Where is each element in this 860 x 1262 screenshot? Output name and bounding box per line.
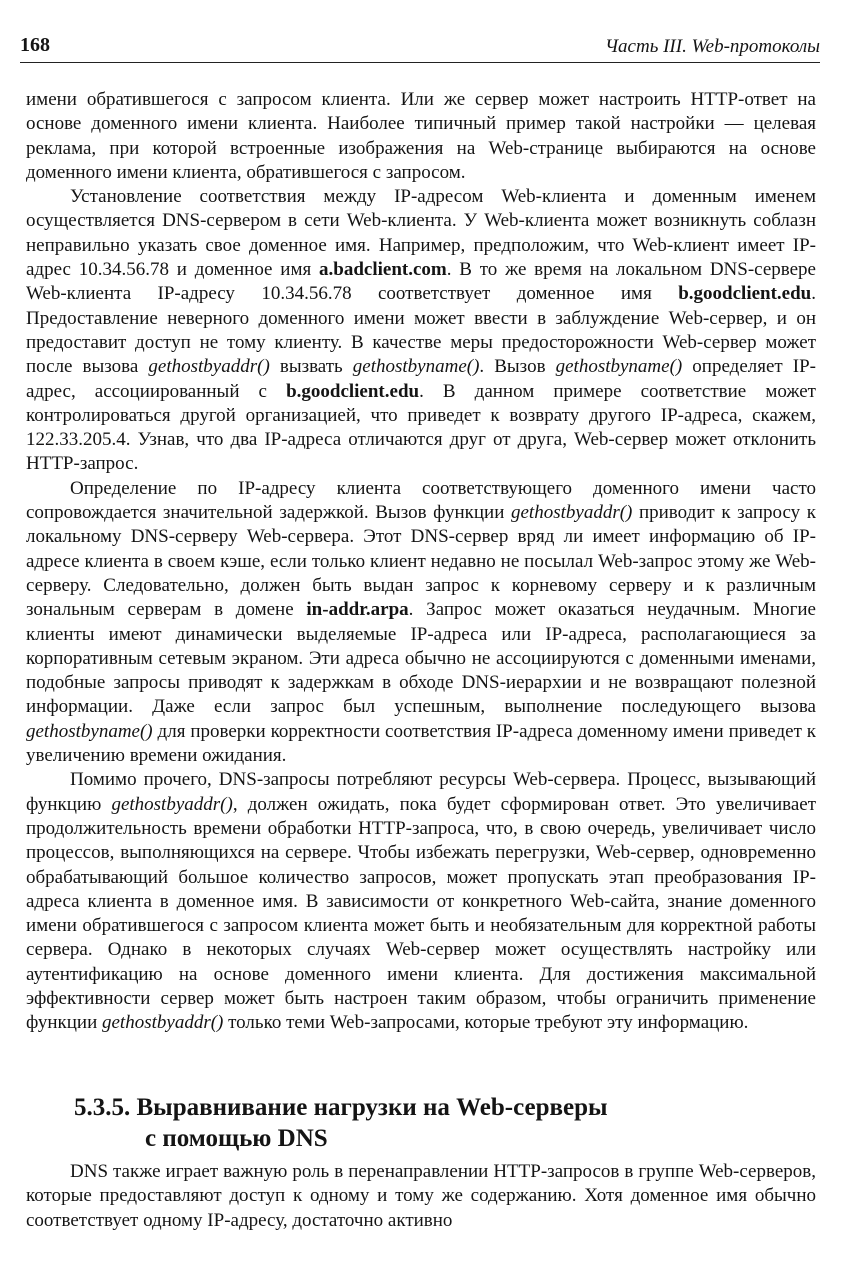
text-run: . Запрос может оказаться неудачным. Многие клиенты имеют динамически выделяемые IP-адреса или IP-адреса, располагающиеся за корпоративным сетевым экраном. Эти адреса обычно не ассоциируются с доменными именами, подобные запросы приводят к задержкам в обходе DNS-иерархии и не возвращают полезной информации. Даже если запрос был успешным, выполнение последующего вызова bbox=[26, 599, 816, 718]
paragraph bbox=[26, 1160, 816, 1233]
text-run: Определение по IP-адресу клиента соответствующего доменного имени часто сопровождается значительной задержкой. Вызов функции bbox=[26, 477, 816, 524]
function-name: gethostbyname() bbox=[555, 356, 683, 378]
body-text bbox=[26, 88, 816, 1036]
function-name: gethostbyaddr() bbox=[111, 793, 233, 815]
section-title-line2: с помощью DNS bbox=[145, 1125, 328, 1152]
text-run: DNS также играет важную роль в перенаправлении HTTP-запросов в группе Web-серверов, которые предоставляют доступ к одному и тому же содержанию. Хотя доменное имя обычно соответствует одному IP-адресу, достаточно активно bbox=[26, 1161, 816, 1231]
function-name: gethostbyaddr() bbox=[102, 1012, 224, 1034]
header-rule bbox=[20, 62, 820, 63]
paragraph bbox=[26, 477, 816, 769]
paragraph bbox=[26, 185, 816, 477]
function-name: gethostbyaddr() bbox=[511, 502, 633, 524]
text-run: Установление соответствия между IP-адресом Web-клиента и доменным именем осуществляется DNS-сервером в сети Web-клиента. У Web-клиента может возникнуть соблазн неправильно указать свое доменное имя. Например, предположим, что Web-клиент имеет IP-адрес 10.34.56.78 и доменное имя bbox=[26, 186, 816, 281]
bold-term: in-addr.arpa bbox=[306, 599, 409, 621]
function-name: gethostbyname() bbox=[26, 720, 153, 742]
section-heading bbox=[74, 1092, 714, 1154]
function-name: gethostbyaddr() bbox=[148, 356, 270, 378]
page-header bbox=[20, 34, 820, 60]
section-title-line1: Выравнивание нагрузки на Web-серверы bbox=[136, 1094, 608, 1121]
text-run: только теми Web-запросами, которые требуют эту информацию. bbox=[223, 1012, 749, 1034]
text-run: для проверки корректности соответствия IP-адреса доменному имени приведет к увеличению времени ожидания. bbox=[26, 720, 816, 767]
text-run: . Предоставление неверного доменного имени может ввести в заблуждение Web-сервер, и он предоставит доступ не тому клиенту. В качестве меры предосторожности Web-сервер может после вызова bbox=[26, 283, 816, 378]
text-run: определяет IP-адрес, ассоциированный с bbox=[26, 356, 816, 402]
text-run: , должен ожидать, пока будет сформирован ответ. Это увеличивает продолжительность времени обработки HTTP-запроса, что, в свою очередь, увеличивает число процессов, выполняющихся на сервере. Чтобы избежать перегрузки, Web-сервер, одновременно обрабатывающий большое количество запросов, может пропускать этап преобразования IP-адреса клиента в доменное имя. В зависимости от конкретного Web-сайта, знание доменного имени обратившегося с запросом клиента может быть и необязательным для корректной работы сервера. Однако в некоторых случаях Web-сервер может осуществлять настройку или аутентификацию на основе доменного имени клиента. Для достижения максимальной эффективности сервер может быть настроен таким образом, чтобы ограничить применение функции bbox=[26, 793, 816, 1034]
function-name: gethostbyname() bbox=[352, 356, 480, 378]
bold-term: a.badclient.com bbox=[319, 259, 447, 281]
text-run: вызвать bbox=[269, 356, 353, 378]
paragraph bbox=[26, 768, 816, 1035]
paragraph bbox=[26, 88, 816, 185]
running-head: Часть III. Web-протоколы bbox=[604, 36, 820, 57]
page-number: 168 bbox=[20, 34, 50, 56]
bold-term: b.goodclient.edu bbox=[286, 380, 420, 402]
bold-term: b.goodclient.edu bbox=[678, 283, 812, 305]
section-number: 5.3.5. bbox=[74, 1094, 131, 1121]
text-run: . Вызов bbox=[479, 356, 556, 378]
section-body-text bbox=[26, 1160, 816, 1233]
text-run: Помимо прочего, DNS-запросы потребляют ресурсы Web-сервера. Процесс, вызывающий функцию bbox=[26, 769, 816, 815]
text-run: приводит к запросу к локальному DNS-серверу Web-сервера. Этот DNS-сервер вряд ли имеет информацию об IP-адресе клиента в своем кэше, если только клиент недавно не посылал Web-запрос этому же Web-серверу. Следовательно, должен быть выдан запрос к корневому серверу и к различным зональным серверам в домене bbox=[26, 502, 816, 621]
text-run: . В то же время на локальном DNS-сервере Web-клиента IP-адресу 10.34.56.78 соответствует доменное имя bbox=[26, 259, 816, 305]
text-run: имени обратившегося с запросом клиента. Или же сервер может настроить HTTP-ответ на основе доменного имени клиента. Наиболее типичный пример такой настройки — целевая реклама, при которой встроенные изображения на Web-странице выбираются на основе доменного имени клиента, обратившегося с запросом. bbox=[26, 89, 816, 183]
text-run: . В данном примере соответствие может контролироваться другой организацией, что приведет к возврату другого IP-адреса, скажем, 122.33.205.4. Узнав, что два IP-адреса отличаются друг от друга, Web-сервер может отклонить HTTP-запрос. bbox=[26, 380, 816, 475]
